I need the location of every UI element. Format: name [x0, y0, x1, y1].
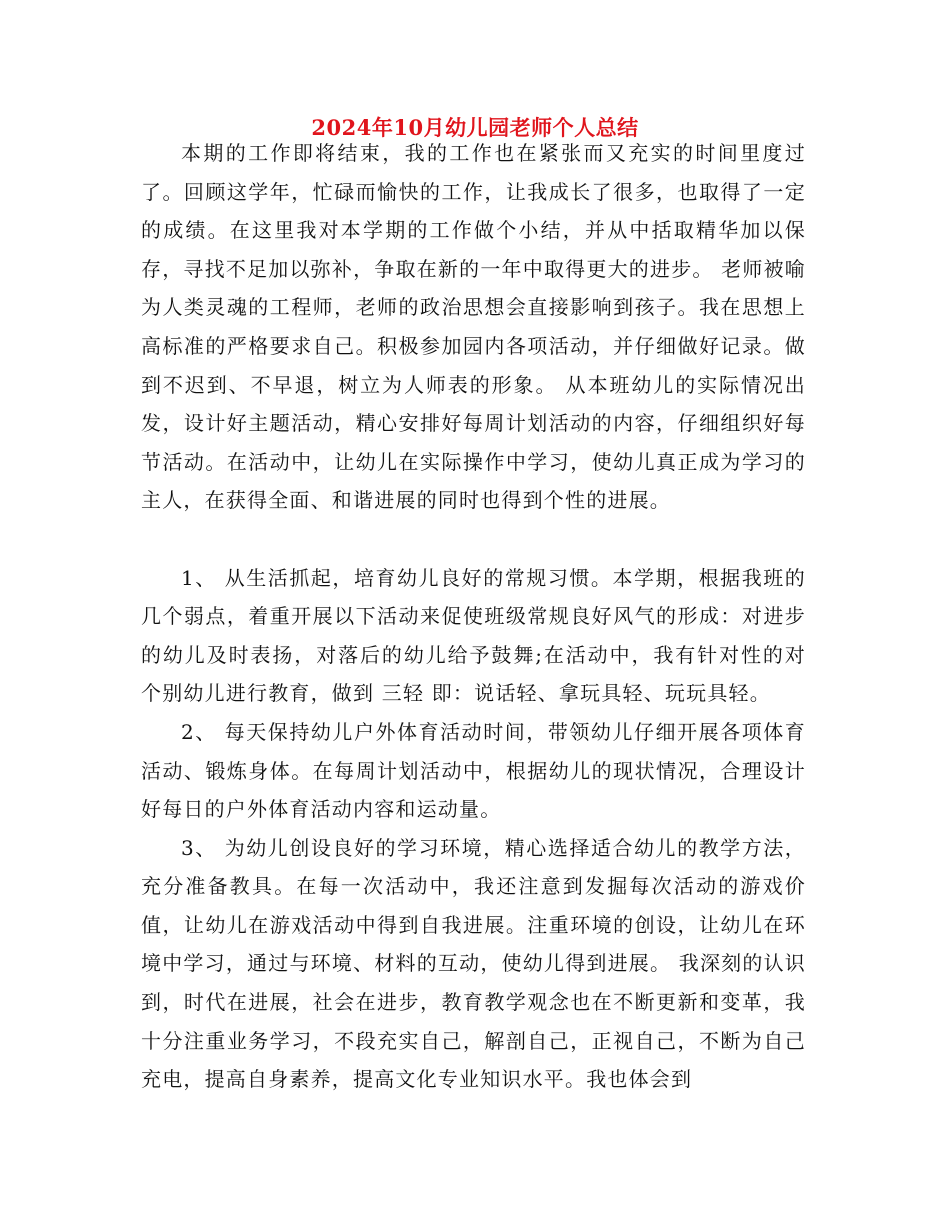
paragraph-intro: 本期的工作即将结束，我的工作也在紧张而又充实的时间里度过了。回顾这学年，忙碌而愉快的工作，让我成长了很多，也取得了一定的成绩。在这里我对本学期的工作做个小结，并从中括取精华加以保存，寻找不足加以弥补，争取在新的一年中取得更大的进步。 老师被喻为人类灵魂的工程师，老师的政治思想会直接影响到孩子。我在思想上高标准的严格要求自己。积极参加园内各项活动，并仔细做好记录。做到不迟到、不早退，树立为人师表的形象。 从本班幼儿的实际情况出发，设计好主题活动，精心安排好每周计划活动的内容，仔细组织好每节活动。在活动中，让幼儿在实际操作中学习，使幼儿真正成为学习的主人，在获得全面、和谐进展的同时也得到个性的进展。	[141, 141, 806, 513]
paragraph-item-2: 2、 每天保持幼儿户外体育活动时间，带领幼儿仔细开展各项体育活动、锻炼身体。在每周计划活动中，根据幼儿的现状情况，合理设计好每日的户外体育活动内容和运动量。	[141, 719, 806, 822]
paragraph-item-1: 1、 从生活抓起，培育幼儿良好的常规习惯。本学期，根据我班的几个弱点，着重开展以下活动来促使班级常规良好风气的形成：对进步的幼儿及时表扬，对落后的幼儿给予鼓舞;在活动中，我有针对性的对个别幼儿进行教育，做到 三轻 即：说话轻、拿玩具轻、玩玩具轻。	[141, 565, 806, 706]
paragraph-item-3: 3、 为幼儿创设良好的学习环境，精心选择适合幼儿的教学方法，充分准备教具。在每一次活动中，我还注意到发掘每次活动的游戏价值，让幼儿在游戏活动中得到自我进展。注重环境的创设，让幼儿在环境中学习，通过与环境、材料的互动，使幼儿得到进展。 我深刻的认识到，时代在进展，社会在进步，教育教学观念也在不断更新和变革，我十分注重业务学习，不段充实自己，解剖自己，正视自己，不断为自己充电，提高自身素养，提高文化专业知识水平。我也体会到	[141, 835, 806, 1092]
paragraph-gap	[141, 520, 806, 559]
document-title: 2024年10月幼儿园老师个人总结	[311, 115, 639, 140]
document-body	[141, 134, 806, 1099]
